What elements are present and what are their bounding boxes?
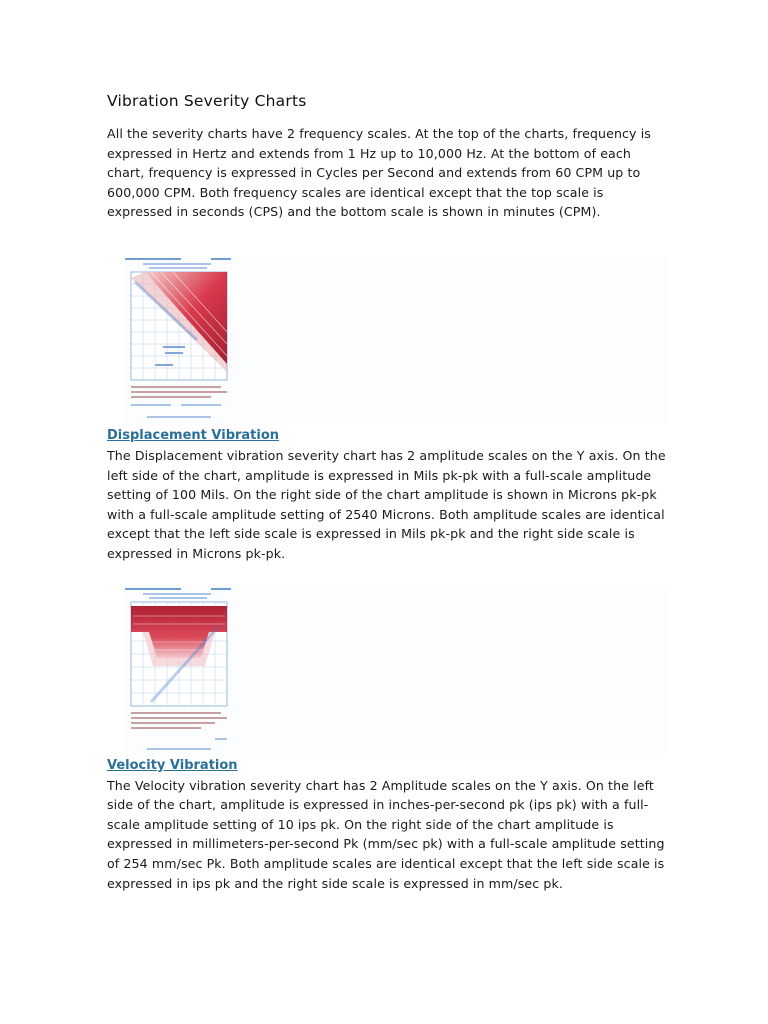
velocity-paragraph: The Velocity vibration severity chart has 2 Amplitude scales on the Y axis. On the left side of the chart, amplitude is expressed in inches-per-second pk (ips pk) with a full-scale amplitude setting of 10 ips pk. On the right side of the chart amplitude is expressed in millimeters-per-second Pk (mm/sec pk) with a full-scale amplitude setting of 254 mm/sec Pk. Both amplitude scales are identical except that the left side scale is expressed in ips pk and the right side scale is expressed in mm/sec pk. [107,777,665,891]
page-title: Vibration Severity Charts [107,92,307,110]
velocity-chart-image [123,586,235,754]
article [107,90,667,893]
velocity-vibration-link[interactable]: Velocity Vibration [107,757,238,773]
displacement-paragraph: The Displacement vibration severity chart has 2 amplitude scales on the Y axis. On the left side of the chart, amplitude is expressed in Mils pk-pk with a full-scale amplitude setting of 100 Mils. On the right side of the chart amplitude is shown in Microns pk-pk with a full-scale amplitude setting of 2540 Microns. Both amplitude scales are identical except that the left side scale is expressed in Mils pk-pk and the right side scale is expressed in Microns pk-pk. [107,447,666,561]
velocity-chart-thumbnail[interactable] [123,586,667,754]
intro-paragraph: All the severity charts have 2 frequency scales. At the top of the charts, frequency is expressed in Hertz and extends from 1 Hz up to 10,000 Hz. At the bottom of each chart, frequency is expressed in Cycles per Second and extends from 60 CPM up to 600,000 CPM. Both frequency scales are identical except that the top scale is expressed in seconds (CPS) and the bottom scale is shown in minutes (CPM). [107,126,651,220]
displacement-chart-image [123,256,235,424]
displacement-vibration-link[interactable]: Displacement Vibration [107,427,280,443]
displacement-chart-thumbnail[interactable] [123,256,667,424]
